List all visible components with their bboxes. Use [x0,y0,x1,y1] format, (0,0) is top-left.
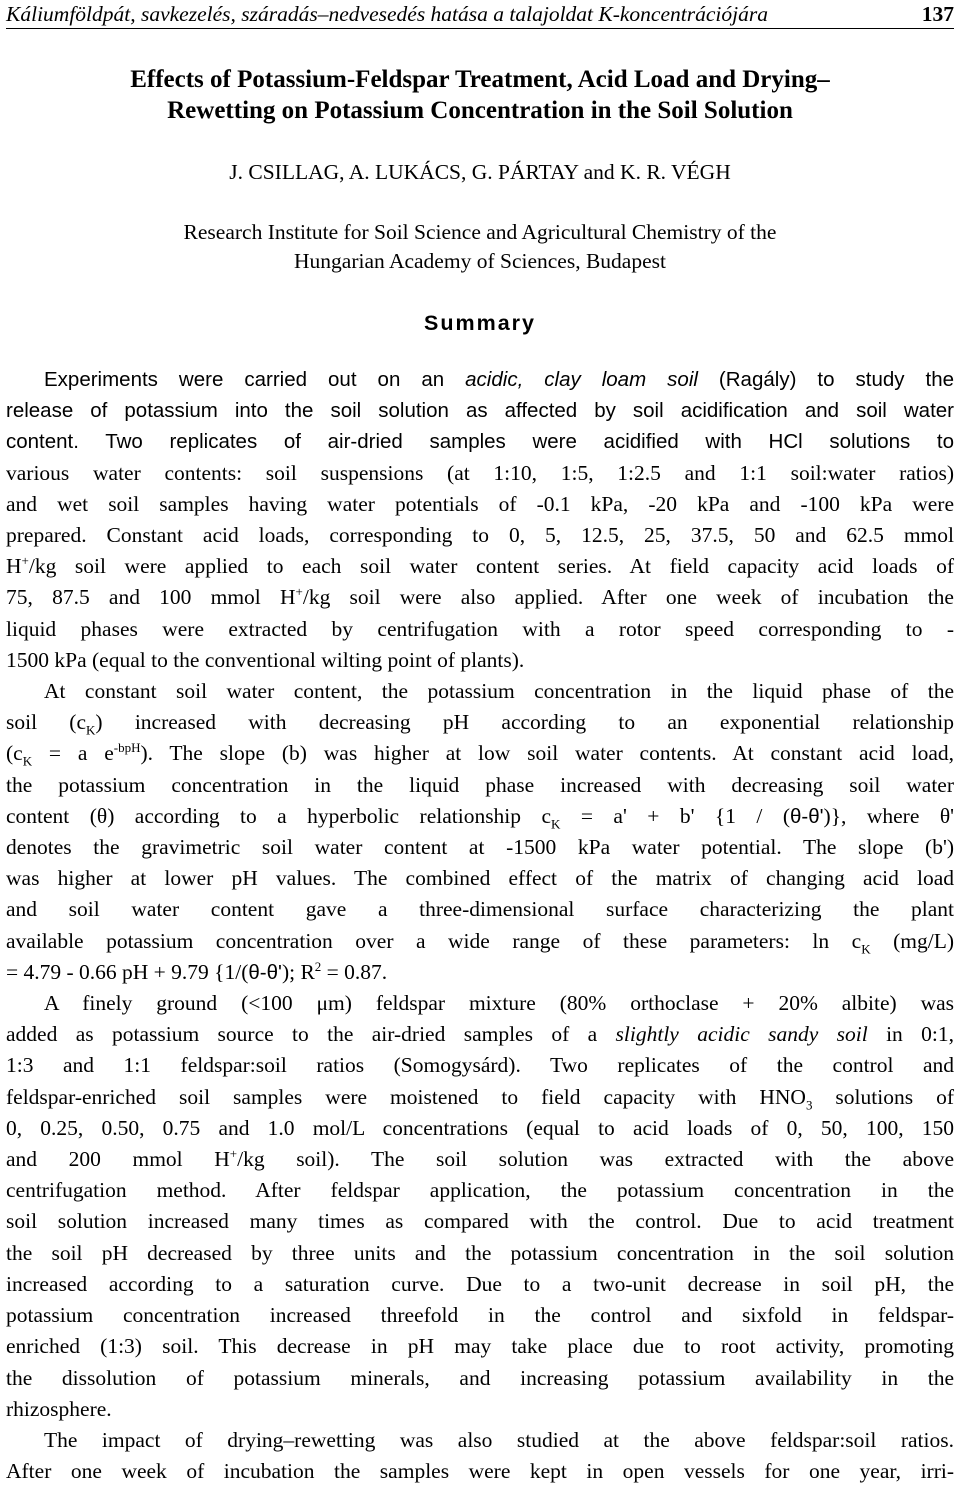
text-line: added as potassium source to the air-dried samples of a slightly acidic sandy soil in 0:1, [6,1022,955,1047]
paragraph-3 [6,988,954,1425]
text-line: At constant soil water content, the potassium concentration in the liquid phase of the [44,679,954,704]
affiliation-line-2: Hungarian Academy of Sciences, Budapest [294,249,666,273]
authors: J. CSILLAG, A. LUKÁCS, G. PÁRTAY and K. R. VÉGH [229,160,731,184]
text-line: 1:3 and 1:1 feldspar:soil ratios (Somogysárd). Two replicates of the control and [6,1053,954,1078]
text-line: enriched (1:3) soil. This decrease in pH may take place due to root activity, promoting [6,1334,954,1359]
text-line: various water contents: soil suspensions (at 1:10, 1:5, 1:2.5 and 1:1 soil:water ratios) [6,460,954,485]
text-line: prepared. Constant acid loads, corresponding to 0, 5, 12.5, 25, 37.5, 50 and 62.5 mmol [6,523,954,548]
article-title [6,64,954,126]
title-line-2: Rewetting on Potassium Concentration in the Soil Solution [167,97,793,124]
text-line: The impact of drying–rewetting was also studied at the above feldspar:soil ratios. [44,1427,954,1452]
text-line: potassium concentration increased threefold in the control and sixfold in feldspar- [6,1303,954,1328]
text-line: release of potassium into the soil solution as affected by soil acidification and soil water [6,399,954,423]
paragraph-2 [6,676,954,988]
text-line: soil $(c_K)$ increased with decreasing pH according to an exponential relationship [6,710,954,738]
text-line: 75, 87.5 and 100 mmol H+/kg soil were also applied. After one week of incubation the [6,584,954,610]
page-number: 137 [921,2,954,26]
text-line: was higher at lower pH values. The combined effect of the matrix of changing acid load [6,866,954,891]
text-line: denotes the gravimetric soil water content at -1500 kPa water potential. The slope (b') [6,835,954,860]
text-line: content (θ) according to a hyperbolic relationship $c_K = a' + b'$ {1 / (θ-θ')}, where θ' [6,803,954,832]
text-line: the soil pH decreased by three units and the potassium concentration in the soil solution [6,1240,954,1265]
affiliation-line-1: Research Institute for Soil Science and Agricultural Chemistry of the [183,220,777,244]
text-line: the dissolution of potassium minerals, and increasing potassium availability in the [6,1365,954,1390]
running-header [6,0,954,29]
text-line: 0, 0.25, 0.50, 0.75 and 1.0 mol/L concentrations (equal to acid loads of 0, 50, 100, 150 [6,1115,954,1140]
text-line: available potassium concentration over a wide range of these parameters: $\ln c_K$ (mg/L) [6,928,954,956]
running-title: Káliumföldpát, savkezelés, száradás–nedvesedés hatása a talajoldat K-koncentrációjára [6,2,768,26]
paragraph-1 [6,364,954,676]
text-line: H+/kg soil were applied to each soil water content series. At field capacity acid loads of [6,553,954,579]
affiliation [6,218,954,276]
text-line: A finely ground (<100 μm) feldspar mixture (80% orthoclase + 20% albite) was [44,991,955,1016]
text-line: increased according to a saturation curve. Due to a two-unit decrease in soil pH, the [6,1271,954,1296]
text-line: ($c_K = a$ $e^{-bpH}$). The slope (b) was higher at low soil water contents. At constant acid load, [6,740,954,769]
text-line: the potassium concentration in the liquid phase increased with decreasing soil water [6,772,954,797]
text-line: feldspar-enriched soil samples were moistened to field capacity with $HNO_3$ solutions of [6,1084,954,1112]
text-line: = 4.79 - 0.66 pH + 9.79 {1/(θ-θ'); $R^2 = 0.87$. [6,958,388,984]
summary-heading: Summary [424,311,536,335]
title-line-1: Effects of Potassium-Feldspar Treatment, Acid Load and Drying– [130,66,830,93]
paragraph-4 [6,1425,954,1487]
text-line: Experiments were carried out on an acidic, clay loam soil (Ragály) to study the [44,368,954,391]
text-line: and wet soil samples having water potentials of -0.1 kPa, -20 kPa and -100 kPa were [6,491,954,516]
summary-body [6,364,954,1487]
text-line: 1500 kPa (equal to the conventional wilting point of plants). [6,647,525,672]
text-line: soil solution increased many times as compared with the control. Due to acid treatment [6,1209,954,1234]
text-line: content. Two replicates of air-dried samples were acidified with HCl solutions to [6,430,954,454]
text-line: liquid phases were extracted by centrifugation with a rotor speed corresponding to - [6,616,954,641]
text-line: and soil water content gave a three-dimensional surface characterizing the plant [6,897,954,922]
text-line: centrifugation method. After feldspar application, the potassium concentration in the [6,1178,954,1203]
text-line: rhizosphere. [6,1396,112,1421]
text-line: After one week of incubation the samples were kept in open vessels for one year, irri- [6,1459,954,1484]
text-line: and 200 mmol H+/kg soil). The soil solution was extracted with the above [6,1145,954,1172]
